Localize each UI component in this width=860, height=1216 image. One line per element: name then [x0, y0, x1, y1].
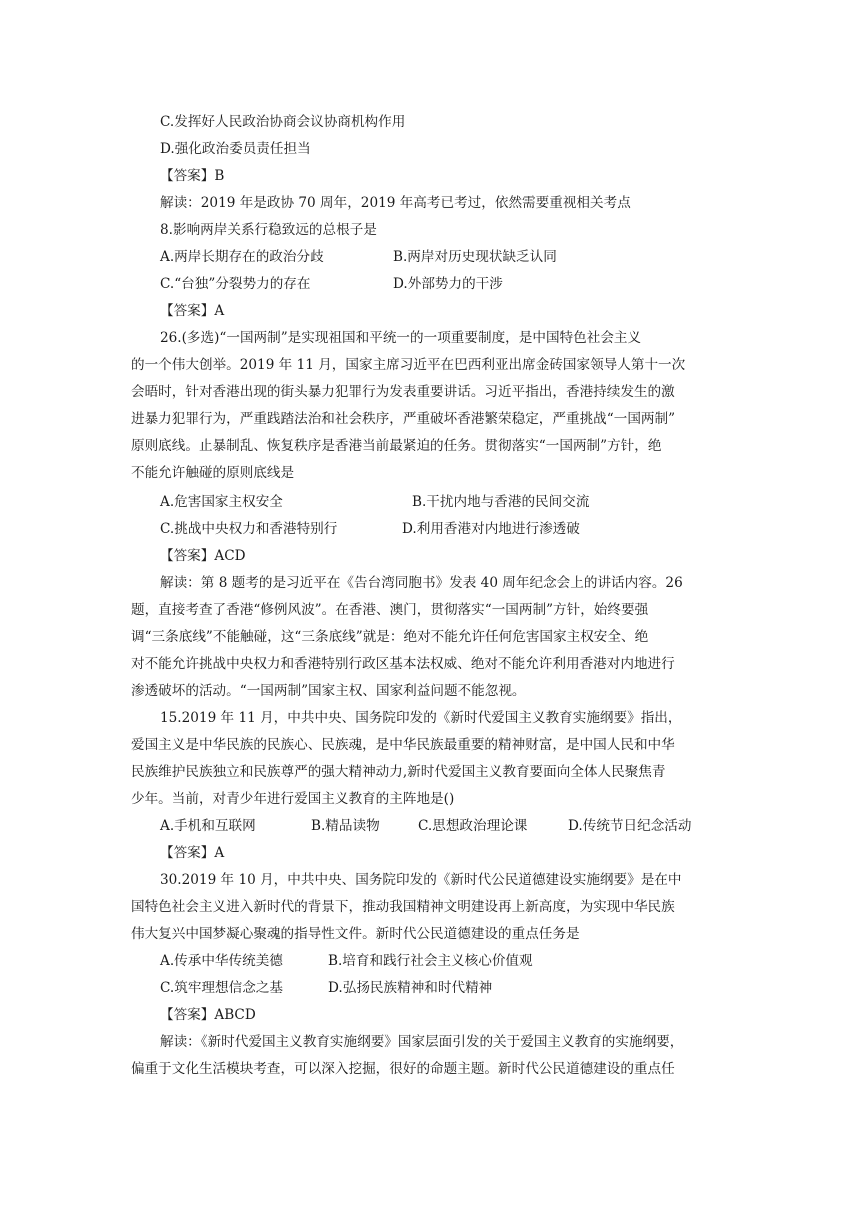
answer-label: 【答案】A — [160, 845, 225, 861]
option-d: D.弘扬民族精神和时代精神 — [328, 980, 493, 996]
option-a: A.手机和互联网 — [160, 818, 256, 834]
answer-label: 【答案】B — [160, 168, 225, 184]
option-c: C.筑牢理想信念之基 — [160, 980, 283, 996]
option-a: A.危害国家主权安全 — [160, 494, 283, 510]
explanation-text: 题，直接考查了香港“修例风波”。在香港、澳门，贯彻落实“一国两制”方针，始终要强 — [131, 602, 649, 618]
option-c: C.挑战中央权力和香港特别行 — [160, 521, 338, 537]
question-26-text: 不能允许触碰的原则底线是 — [131, 465, 295, 481]
explanation-text: 调“三条底线”不能触碰，这“三条底线”就是：绝对不能允许任何危害国家主权安全、绝 — [131, 629, 649, 645]
explanation-text: 解读：第 8 题考的是习近平在《告台湾同胞书》发表 40 周年纪念会上的讲话内容。26 — [160, 575, 683, 591]
option-b: B.干扰内地与香港的民间交流 — [412, 494, 590, 510]
option-d: D.传统节日纪念活动 — [568, 818, 692, 834]
question-15-text: 爱国主义是中华民族的民族心、民族魂，是中华民族最重要的精神财富，是中国人民和中华 — [131, 737, 675, 753]
answer-label: 【答案】A — [160, 303, 225, 319]
question-30-text: 30.2019 年 10 月，中共中央、国务院印发的《新时代公民道德建设实施纲要》是在中 — [160, 872, 682, 888]
answer-label: 【答案】ABCD — [160, 1007, 256, 1023]
question-30-text: 伟大复兴中国梦凝心聚魂的指导性文件。新时代公民道德建设的重点任务是 — [131, 926, 580, 942]
question-26-text: 26.(多选)“一国两制”是实现祖国和平统一的一项重要制度，是中国特色社会主义 — [160, 330, 642, 346]
explanation-text: 偏重于文化生活模块考查，可以深入挖掘，很好的命题主题。新时代公民道德建设的重点任 — [131, 1061, 675, 1077]
option-c-text: C.发挥好人民政治协商会议协商机构作用 — [160, 114, 406, 130]
option-c: C.思想政治理论课 — [418, 818, 528, 834]
option-a: A.传承中华传统美德 — [160, 953, 283, 969]
question-8-text: 8.影响两岸关系行稳致远的总根子是 — [160, 222, 377, 238]
option-b: B.精品读物 — [311, 818, 380, 834]
question-26-text: 的一个伟大创举。2019 年 11 月，国家主席习近平在巴西利亚出席金砖国家领导人第十一次 — [131, 357, 686, 373]
explanation-text: 解读：《新时代爱国主义教育实施纲要》国家层面引发的关于爱国主义教育的实施纲要， — [160, 1034, 684, 1050]
question-26-text: 进暴力犯罪行为，严重践踏法治和社会秩序，严重破坏香港繁荣稳定，严重挑战“一国两制” — [131, 411, 676, 427]
explanation-text: 渗透破坏的活动。“一国两制”国家主权、国家利益问题不能忽视。 — [131, 683, 526, 699]
option-b: B.两岸对历史现状缺乏认同 — [393, 249, 557, 265]
explanation-text: 对不能允许挑战中央权力和香港特别行政区基本法权威、绝对不能允许利用香港对内地进行 — [131, 656, 675, 672]
option-d: D.外部势力的干涉 — [393, 276, 503, 292]
explanation-text: 解读：2019 年是政协 70 周年，2019 年高考已考过，依然需要重视相关考点 — [160, 195, 631, 211]
answer-label: 【答案】ACD — [160, 548, 246, 564]
question-15-text: 少年。当前，对青少年进行爱国主义教育的主阵地是() — [131, 791, 455, 807]
option-b: B.培育和践行社会主义核心价值观 — [328, 953, 533, 969]
option-d-text: D.强化政治委员责任担当 — [160, 141, 311, 157]
question-15-text: 15.2019 年 11 月，中共中央、国务院印发的《新时代爱国主义教育实施纲要》指出， — [160, 710, 682, 726]
question-26-text: 会晤时，针对香港出现的街头暴力犯罪行为发表重要讲话。习近平指出，香港持续发生的激 — [131, 384, 675, 400]
question-15-text: 民族维护民族独立和民族尊严的强大精神动力,新时代爱国主义教育要面向全体人民聚焦青 — [131, 764, 666, 780]
option-a: A.两岸长期存在的政治分歧 — [160, 249, 324, 265]
question-30-text: 国特色社会主义进入新时代的背景下，推动我国精神文明建设再上新高度，为实现中华民族 — [131, 899, 675, 915]
option-c: C.“台独”分裂势力的存在 — [160, 276, 311, 292]
option-d: D.利用香港对内地进行渗透破 — [402, 521, 580, 537]
question-26-text: 原则底线。止暴制乱、恢复秩序是香港当前最紧迫的任务。贯彻落实“一国两制”方针，绝 — [131, 438, 662, 454]
